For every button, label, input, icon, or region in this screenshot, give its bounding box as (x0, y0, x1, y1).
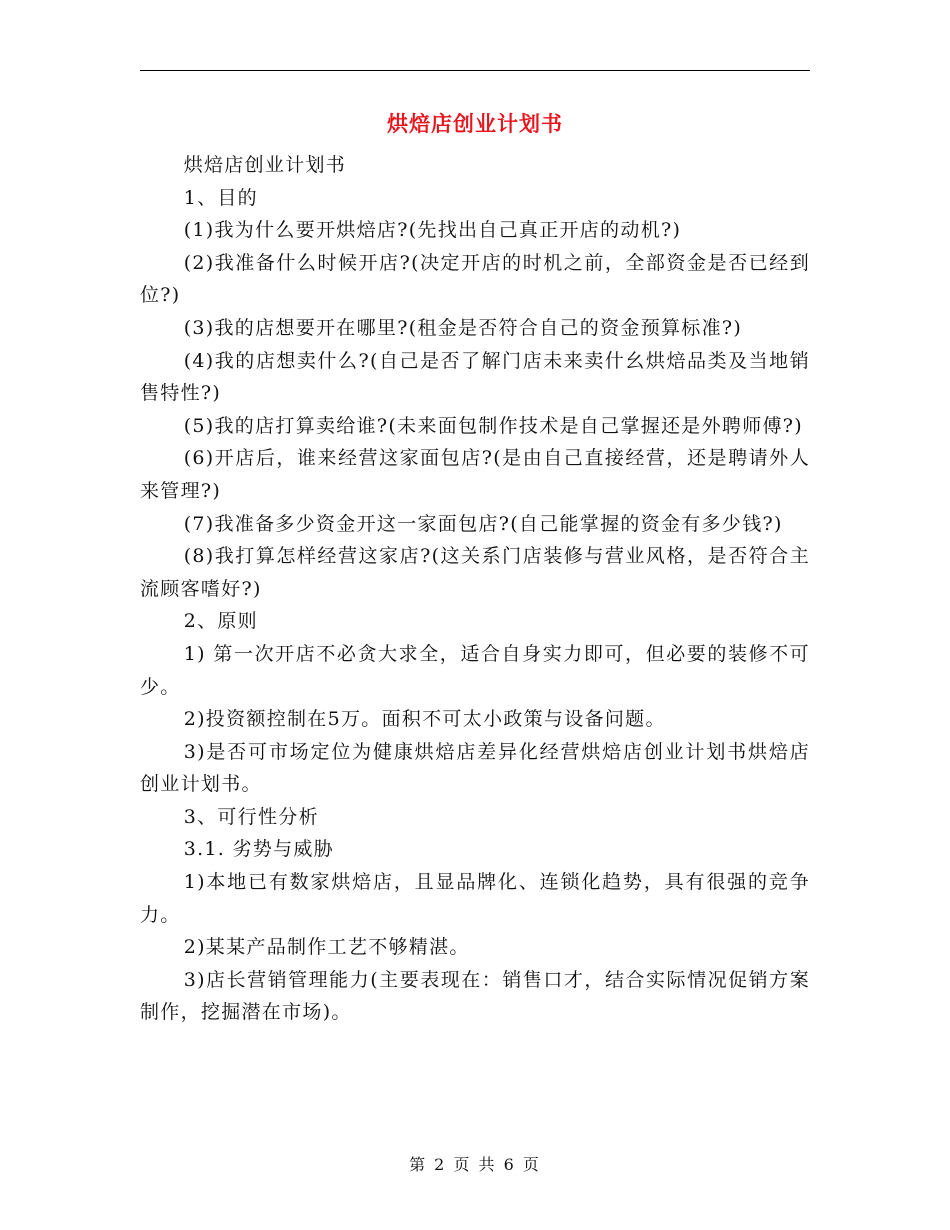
paragraph: 3、可行性分析 (183, 805, 319, 828)
paragraph: (7)我准备多少资金开这一家面包店?(自己能掌握的资金有多少钱?) (183, 512, 783, 535)
document-title: 烘焙店创业计划书 (387, 111, 563, 136)
paragraph: (6)开店后，谁来经营这家面包店?(是由自己直接经营，还是聘请外人来管理?) (140, 447, 810, 502)
paragraph: 3)是否可市场定位为健康烘焙店差异化经营烘焙店创业计划书烘焙店创业计划书。 (140, 740, 810, 796)
paragraph: 3)店长营销管理能力(主要表现在：销售口才，结合实际情况促销方案制作，挖掘潜在市场)。 (140, 968, 810, 1024)
paragraph: 2、原则 (183, 610, 258, 633)
document-body (140, 149, 810, 1029)
paragraph: 2)某某产品制作工艺不够精湛。 (183, 936, 470, 959)
paragraph: (1)我为什么要开烘焙店?(先找出自己真正开店的动机?) (183, 219, 682, 242)
paragraph: 2)投资额控制在5万。面积不可太小政策与设备问题。 (183, 708, 666, 731)
paragraph: 3.1. 劣势与威胁 (183, 838, 334, 861)
paragraph: 1) 第一次开店不必贪大求全，适合自身实力即可，但必要的装修不可少。 (140, 642, 810, 698)
paragraph: 烘焙店创业计划书 (183, 154, 347, 176)
paragraph: (8)我打算怎样经营这家店?(这关系门店装修与营业风格，是否符合主流顾客嗜好?) (140, 545, 810, 600)
paragraph: (4)我的店想卖什么?(自己是否了解门店未来卖什幺烘焙品类及当地销售特性?) (140, 349, 810, 405)
page-number: 第 2 页 共 6 页 (409, 1155, 541, 1174)
paragraph: (5)我的店打算卖给谁?(未来面包制作技术是自己掌握还是外聘师傅?) (183, 414, 804, 437)
paragraph: (3)我的店想要开在哪里?(租金是否符合自己的资金预算标准?) (183, 316, 743, 339)
paragraph: (2)我准备什么时候开店?(决定开店的时机之前，全部资金是否已经到位?) (140, 251, 810, 307)
paragraph: 1)本地已有数家烘焙店，且显品牌化、连锁化趋势，具有很强的竞争力。 (140, 871, 810, 926)
paragraph: 1、目的 (183, 186, 258, 209)
header-rule (140, 70, 810, 71)
